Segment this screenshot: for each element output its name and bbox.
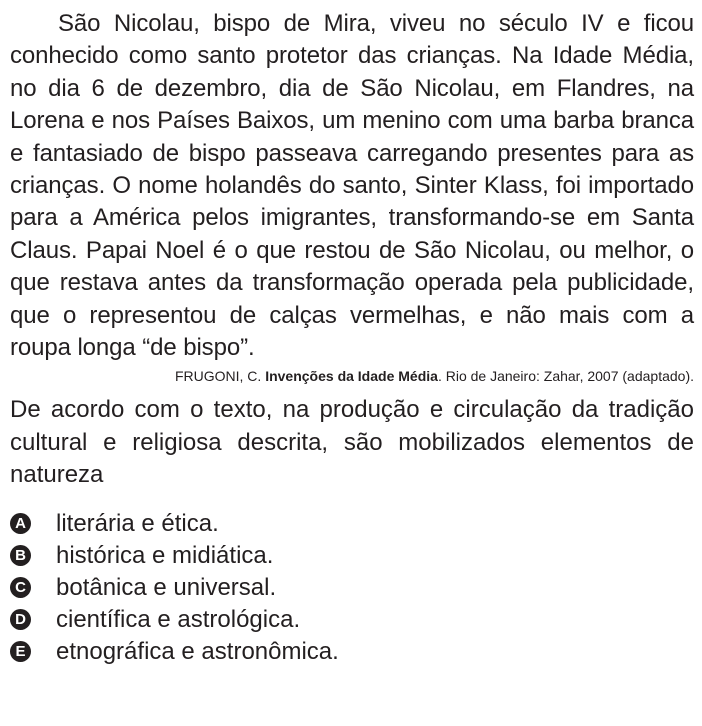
option-a[interactable] <box>10 508 694 540</box>
option-c-letter-icon: C <box>10 577 31 598</box>
source-citation <box>10 366 694 386</box>
option-c[interactable] <box>10 572 694 604</box>
passage-text: São Nicolau, bispo de Mira, viveu no século IV e ficou conhecido como santo protetor das crianças. Na Idade Média, no dia 6 de dezembro, dia de São Nicolau, em Flandres, na Lorena e nos Países Baixos, um menino com uma barba branca e fantasiado de bispo passeava carregando presentes para as crianças. O nome holandês do santo, Sinter Klass, foi importado para a América pelos imigrantes, transformando-se em Santa Claus. Papai Noel é o que restou de São Nicolau, ou melhor, o que restava antes da transformação operada pela publicidade, que o representou de calças vermelhas, e não mais com a roupa longa “de bispo”. <box>10 10 694 362</box>
option-b-letter-icon: B <box>10 545 31 566</box>
exam-question <box>10 8 694 668</box>
option-d-letter-icon: D <box>10 609 31 630</box>
option-e-letter-icon: E <box>10 641 31 662</box>
source-details: . Rio de Janeiro: Zahar, 2007 (adaptado). <box>437 368 694 385</box>
option-d-text: científica e astrológica. <box>56 605 301 633</box>
option-b[interactable] <box>10 540 694 572</box>
source-author: FRUGONI, C. <box>174 368 266 385</box>
option-c-text: botânica e universal. <box>56 573 277 601</box>
answer-options <box>10 508 694 668</box>
option-a-letter-icon: A <box>10 513 31 534</box>
option-b-text: histórica e midiática. <box>56 541 274 569</box>
source-book-title: Invenções da Idade Média <box>265 368 438 385</box>
option-e[interactable] <box>10 636 694 668</box>
option-a-text: literária e ética. <box>56 509 219 537</box>
question-stem: De acordo com o texto, na produção e circulação da tradição cultural e religiosa descrita, são mobilizados elementos de natureza <box>10 396 694 489</box>
option-d[interactable] <box>10 604 694 636</box>
option-e-text: etnográfica e astronômica. <box>56 637 339 665</box>
